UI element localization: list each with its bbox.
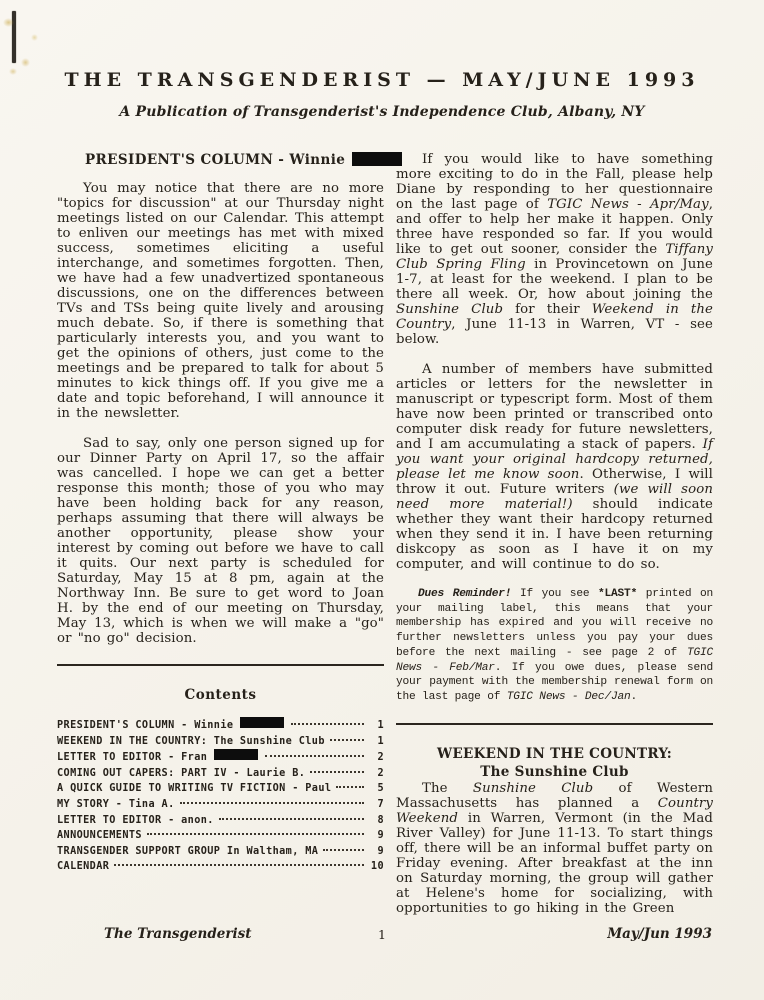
toc-dot-leader [114,864,364,866]
toc-dot-leader [310,771,364,773]
toc-item-label: LETTER TO EDITOR - anon. [57,814,214,826]
presidents-column-paragraph-3: If you would like to have something more exciting to do in the Fall, please help Diane by responding to her questionnaire on the last page of TGIC News - Apr/May, and offer to help her make it happen. Only three have responded so far. If you would like to get out sooner, consider the Tiffany Club Spring Fling in Provincetown on June 1-7, at least for the weekend. I plan to be there all week. Or, how about joining the Sunshine Club for their Weekend in the Country, June 11-13 in Warren, VT - see below. [396,152,714,347]
toc-item [57,734,384,750]
page-subtitle: A Publication of Transgenderist's Independence Club, Albany, NY [119,104,645,120]
presidents-column-paragraph-1: You may notice that there are no more "topics for discussion" at our Thursday night meetings listed on our Calendar. This attempt to enliven our meetings has met with mixed success, sometimes eliciting a useful interchange, and sometimes forgotten. Then, we have had a few unadvertized spontaneous discussions, one on the differences between TVs and TSs being quite lively and arousing much debate. So, if there is something that particularly interests you, and you want to get the opinions of others, just come to the meetings and be prepared to talk for about 5 minutes to kick things off. If you give me a date and topic beforehand, I will announce it in the newsletter. [57,181,384,421]
toc-item [57,813,384,829]
redacted-name-box [214,749,258,760]
toc-item-label: LETTER TO EDITOR - Fran [57,752,208,764]
toc-item [57,781,384,797]
redacted-name-box [240,717,284,728]
toc-item-label: TRANSGENDER SUPPORT GROUP In Waltham, MA [57,845,319,857]
toc-dot-leader [323,849,364,851]
table-of-contents [57,717,384,875]
column-divider [396,723,713,725]
toc-item-page: 1 [377,735,384,747]
toc-item-page: 10 [370,861,384,873]
column-divider [57,664,384,666]
presidents-column-paragraph-4: A number of members have submitted articles or letters for the newsletter in manuscript or typescript form. Most of them have now been printed or transcribed onto computer disk ready for future newsletters, and I am accumulating a stack of papers. If you want your original hardcopy returned, please let me know soon. Otherwise, I will throw it out. Future writers (we will soon need more material!) should indicate whether they want their hardcopy returned when they send it in. I have been returning diskcopy as soon as I have it on my computer, and will continue to do so. [396,362,714,572]
toc-item-label: A QUICK GUIDE TO WRITING TV FICTION - Paul [57,783,332,795]
left-column [57,152,384,875]
toc-item-label: PRESIDENT'S COLUMN - Winnie [57,720,234,731]
toc-item [57,717,384,734]
binding-mark [12,11,16,63]
footer-publication-name: The Transgenderist [104,926,252,942]
weekend-heading-line1: WEEKEND IN THE COUNTRY: [437,745,672,762]
toc-dot-leader [291,723,364,725]
toc-dot-leader [330,739,364,741]
toc-dot-leader [336,786,364,788]
weekend-section-heading [396,745,713,781]
footer-issue-date: May/Jun 1993 [607,926,712,942]
toc-item-page: 1 [377,720,384,731]
scan-stain [21,58,30,67]
toc-dot-leader [265,755,364,757]
scan-stain [31,34,38,41]
toc-item-page: 8 [377,814,384,826]
right-column [396,152,713,916]
redacted-name-box [352,152,402,166]
dues-reminder-paragraph: Dues Reminder! If you see *LAST* printed on your mailing label, this means that your membership has expired and you will receive no further newsletters unless you pay your dues before the next mailing - see page 2 of TGIC News - Feb/Mar. If you owe dues, please send your payment with the membership renewal form on the last page of TGIC News - Dec/Jan. [396,588,713,703]
toc-item-label: CALENDAR [57,861,110,873]
toc-item-label: MY STORY - Tina A. [57,798,175,810]
toc-item [57,766,384,782]
toc-item [57,859,384,875]
toc-item-label: ANNOUNCEMENTS [57,830,142,842]
toc-dot-leader [180,802,364,804]
toc-item-page: 7 [377,798,384,810]
footer-page-number: 1 [378,927,386,942]
toc-item [57,844,384,860]
toc-item-label: COMING OUT CAPERS: PART IV - Laurie B. [57,767,306,779]
toc-item [57,797,384,813]
toc-item-label: WEEKEND IN THE COUNTRY: The Sunshine Club [57,735,325,747]
presidents-column-heading: PRESIDENT'S COLUMN - Winnie [57,152,384,168]
toc-item-page: 2 [377,752,384,764]
weekend-paragraph: The Sunshine Club of Western Massachusetts has planned a Country Weekend in Warren, Vermont (in the Mad River Valley) for June 11-13. To start things off, there will be an informal buffet party on Friday evening. After breakfast at the inn on Saturday morning, the group will gather at Helene's home for socializing, with opportunities to go hiking in the Green [396,780,713,916]
toc-item-page: 9 [377,830,384,842]
toc-item-page: 5 [377,783,384,795]
page-title: THE TRANSGENDERIST — MAY/JUNE 1993 [64,69,700,91]
weekend-heading-line2: The Sunshine Club [480,763,629,780]
contents-heading: Contents [184,687,257,703]
toc-item [57,828,384,844]
toc-item-page: 2 [377,767,384,779]
presidents-column-paragraph-2: Sad to say, only one person signed up for our Dinner Party on April 17, so the affair was cancelled. I hope we can get a better response this month; those of you who may have been holding back for any reason, perhaps assuming that there will always be another opportunity, please show your interest by coming out before we have to call it quits. Our next party is scheduled for Saturday, May 15 at 8 pm, again at the Northway Inn. Be sure to get word to Joan H. by the end of our meeting on Thursday, May 13, which is when we will make a "go" or "no go" decision. [57,436,384,646]
toc-dot-leader [147,833,364,835]
toc-item-page: 9 [377,845,384,857]
toc-item [57,749,384,766]
toc-dot-leader [219,818,364,820]
